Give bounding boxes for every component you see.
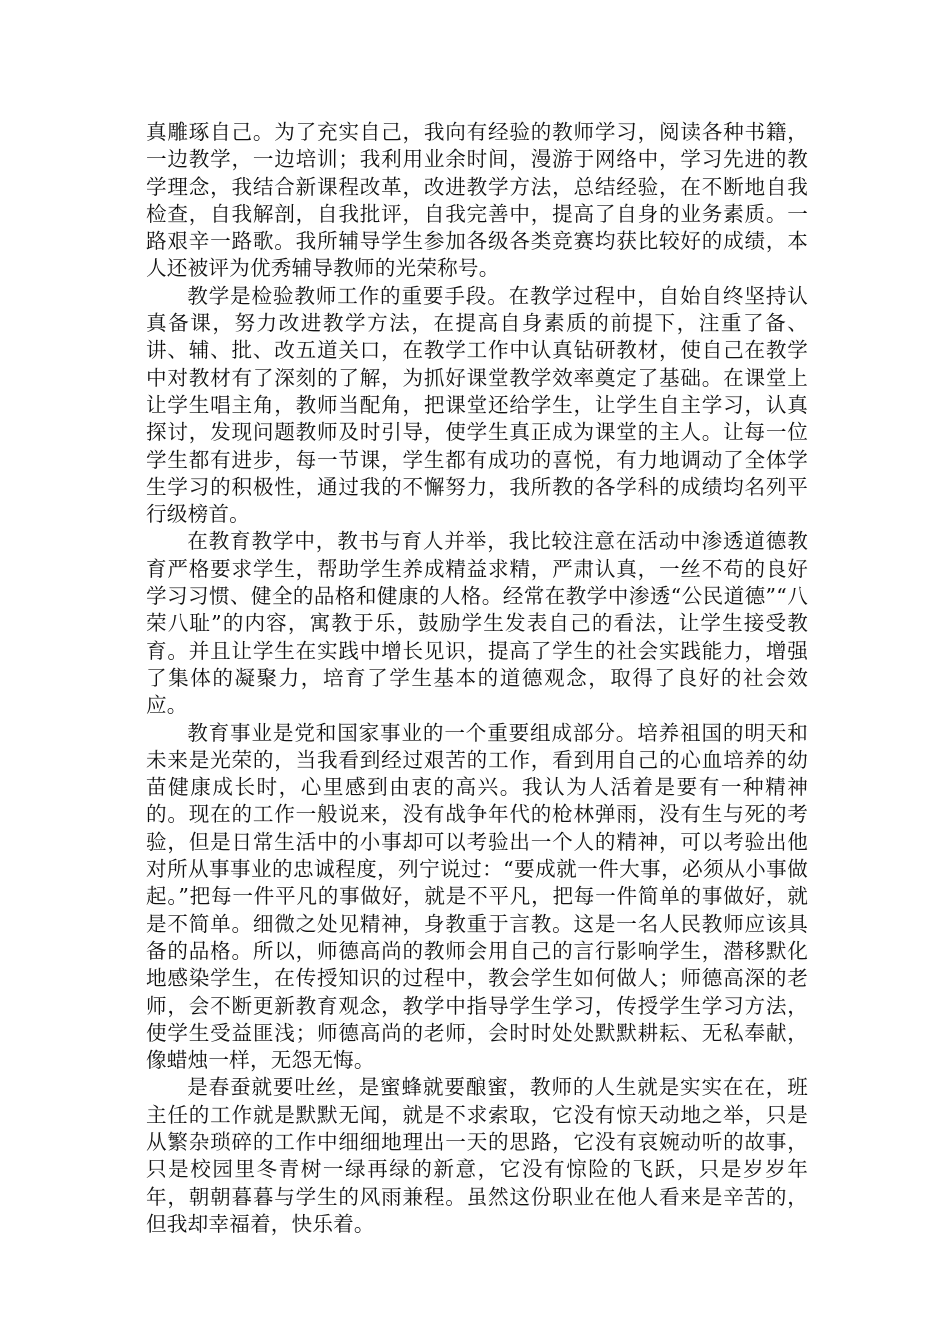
paragraph-2: 教学是检验教师工作的重要手段。在教学过程中，自始自终坚持认真备课，努力改进教学方法，在提高自身素质的前提下，注重了备、讲、辅、批、改五道关口，在教学工作中认真钻研教材，使自己在教学中对教材有了深刻的了解，为抓好课堂教学效率奠定了基础。在课堂上让学生唱主角，教师当配角，把课堂还给学生，让学生自主学习，认真探讨，发现问题教师及时引导，使学生真正成为课堂的主人。让每一位学生都有进步，每一节课，学生都有成功的喜悦，有力地调动了全体学生学习的积极性，通过我的不懈努力，我所教的各学科的成绩均名列平行级榜首。: [146, 283, 808, 527]
paragraph-4: 教育事业是党和国家事业的一个重要组成部分。培养祖国的明天和未来是光荣的，当我看到经过艰苦的工作，看到用自己的心血培养的幼苗健康成长时，心里感到由衷的高兴。我认为人活着是要有一种精神的。现在的工作一般说来，没有战争年代的枪林弹雨，没有生与死的考验，但是日常生活中的小事却可以考验出一个人的精神，可以考验出他对所从事事业的忠诚程度，列宁说过：“要成就一件大事，必须从小事做起。”把每一件平凡的事做好，就是不平凡，把每一件简单的事做好，就是不简单。细微之处见精神，身教重于言教。这是一名人民教师应该具备的品格。所以，师德高尚的教师会用自己的言行影响学生，潜移默化地感染学生，在传授知识的过程中，教会学生如何做人；师德高深的老师，会不断更新教育观念，教学中指导学生学习，传授学生学习方法，使学生受益匪浅；师德高尚的老师，会时时处处默默耕耘、无私奉献，像蜡烛一样，无怨无悔。: [146, 720, 808, 1073]
paragraph-5: 是春蚕就要吐丝，是蜜蜂就要酿蜜，教师的人生就是实实在在，班主任的工作就是默默无闻，就是不求索取，它没有惊天动地之举，只是从繁杂琐碎的工作中细细地理出一天的思路，它没有哀婉动听的故事，只是校园里冬青树一绿再绿的新意，它没有惊险的飞跃，只是岁岁年年，朝朝暮暮与学生的风雨兼程。虽然这份职业在他人看来是辛苦的，但我却幸福着，快乐着。: [146, 1075, 808, 1236]
paragraph-3: 在教育教学中，教书与育人并举，我比较注意在活动中渗透道德教育严格要求学生，帮助学生养成精益求精，严肃认真，一丝不苟的良好学习习惯、健全的品格和健康的人格。经常在教学中渗透“公民道德”“八荣八耻”的内容，寓教于乐，鼓励学生发表自己的看法，让学生接受教育。并且让学生在实践中增长见识，提高了学生的社会实践能力，增强了集体的凝聚力，培育了学生基本的道德观念，取得了良好的社会效应。: [146, 529, 808, 718]
document-body: [146, 119, 808, 1238]
paragraph-1: 真雕琢自己。为了充实自己，我向有经验的教师学习，阅读各种书籍，一边教学，一边培训；我利用业余时间，漫游于网络中，学习先进的教学理念，我结合新课程改革，改进教学方法，总结经验，在不断地自我检查，自我解剖，自我批评，自我完善中，提高了自身的业务素质。一路艰辛一路歌。我所辅导学生参加各级各类竞赛均获比较好的成绩，本人还被评为优秀辅导教师的光荣称号。: [146, 120, 808, 281]
